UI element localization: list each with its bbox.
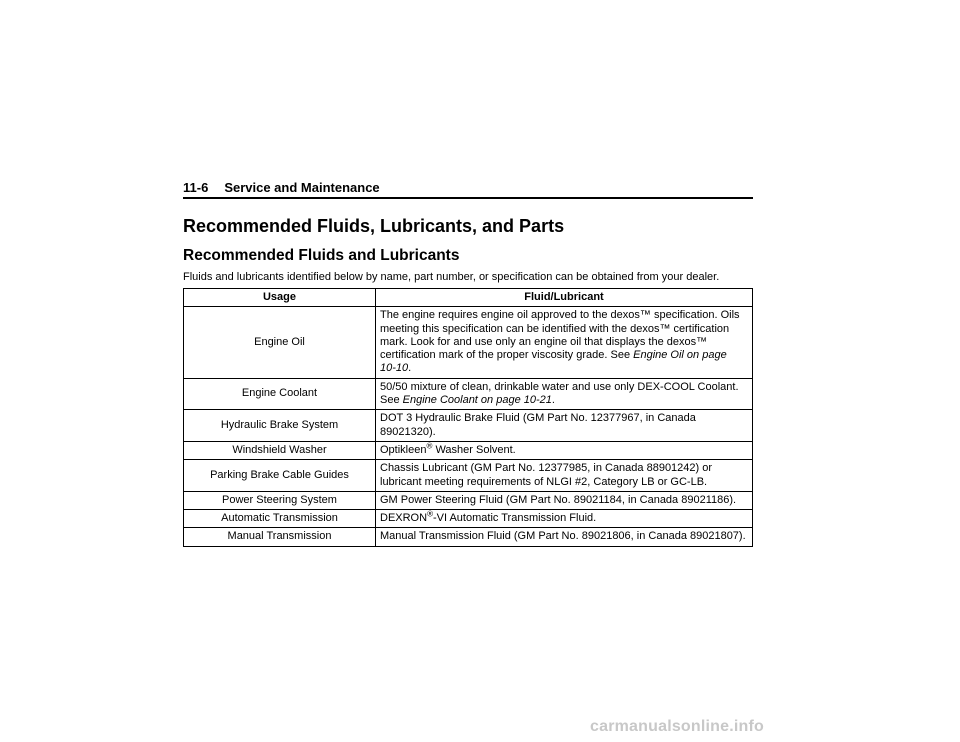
- fluid-cell: Chassis Lubricant (GM Part No. 12377985, in Canada 88901242) or lubricant meeting requirements of NLGI #2, Category LB or GC-LB.: [376, 460, 753, 492]
- table-row: [184, 460, 753, 492]
- fluid-text: Optikleen: [380, 443, 427, 456]
- fluid-text: The engine requires engine oil approved to the dexos™ specification. Oils meeting this specification can be identified with the dexos™ certification mark. Look for and use only an engine oil that displays the dexos™ certification mark of the proper viscosity grade. See: [380, 309, 740, 362]
- usage-cell: Power Steering System: [184, 491, 376, 509]
- usage-cell: Hydraulic Brake System: [184, 410, 376, 442]
- table-row: [184, 510, 753, 528]
- fluid-cell: Manual Transmission Fluid (GM Part No. 89021806, in Canada 89021807).: [376, 528, 753, 546]
- usage-cell: Parking Brake Cable Guides: [184, 460, 376, 492]
- table-header-row: [184, 289, 753, 307]
- table-row: [184, 491, 753, 509]
- fluid-text-end: -VI Automatic Transmission Fluid.: [432, 512, 597, 525]
- fluid-column-header: Fluid/Lubricant: [376, 289, 753, 307]
- running-header: [183, 180, 753, 199]
- section-title: Service and Maintenance: [224, 180, 380, 195]
- table-row: [184, 307, 753, 378]
- fluids-table: [183, 288, 753, 547]
- table-row: [184, 441, 753, 459]
- fluid-text-end: .: [408, 362, 412, 375]
- usage-cell: Manual Transmission: [184, 528, 376, 546]
- table-row: [184, 528, 753, 546]
- fluid-cell: [376, 510, 753, 528]
- cross-reference-link[interactable]: Engine Coolant on page 10‑21: [402, 394, 552, 407]
- fluid-cell: GM Power Steering Fluid (GM Part No. 89021184, in Canada 89021186).: [376, 491, 753, 509]
- usage-cell: Engine Coolant: [184, 378, 376, 410]
- fluid-cell: DOT 3 Hydraulic Brake Fluid (GM Part No. 12377967, in Canada 89021320).: [376, 410, 753, 442]
- fluid-cell: [376, 307, 753, 378]
- fluid-text-end: Washer Solvent.: [432, 443, 516, 456]
- fluid-cell: [376, 378, 753, 410]
- fluid-text: 50/50 mixture of clean, drinkable water and use only DEX-COOL Coolant. See: [380, 380, 739, 407]
- site-watermark: carmanualsonline.info: [590, 718, 765, 735]
- fluid-cell: [376, 441, 753, 459]
- page-title: Recommended Fluids, Lubricants, and Parts: [183, 216, 565, 236]
- cross-reference-link[interactable]: Engine Oil on page 10‑10: [380, 349, 727, 375]
- registered-mark: ®: [427, 509, 433, 519]
- registered-mark: ®: [426, 441, 433, 451]
- usage-cell: Engine Oil: [184, 307, 376, 378]
- usage-column-header: Usage: [184, 289, 376, 307]
- table-row: [184, 378, 753, 410]
- table-row: [184, 410, 753, 442]
- fluid-text: DEXRON: [380, 512, 428, 525]
- usage-cell: Automatic Transmission: [184, 510, 376, 528]
- intro-text: Fluids and lubricants identified below by name, part number, or specification can be obtained from your dealer.: [183, 271, 720, 283]
- manual-page: [183, 180, 753, 547]
- section-subtitle: Recommended Fluids and Lubricants: [183, 247, 460, 264]
- usage-cell: Windshield Washer: [184, 441, 376, 459]
- fluid-text-end: .: [551, 394, 555, 407]
- page-number: 11-6: [183, 180, 209, 195]
